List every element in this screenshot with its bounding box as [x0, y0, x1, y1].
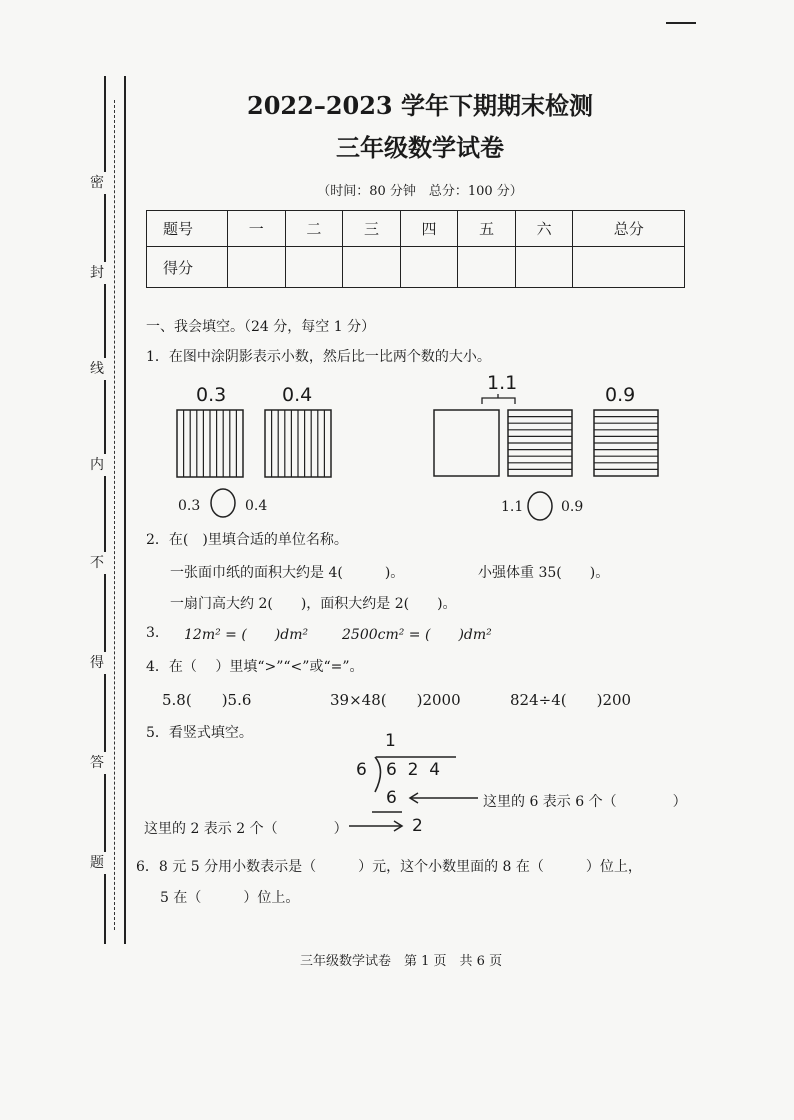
score-header-cell: 总分: [573, 211, 685, 247]
score-header-cell: 二: [285, 211, 343, 247]
question-3-number: 3.: [146, 625, 160, 641]
figure-label: 1.1: [487, 372, 518, 394]
score-header-cell: 四: [400, 211, 458, 247]
binding-char: 答: [82, 752, 112, 774]
binding-char: 线: [82, 358, 112, 380]
remainder-digit: 2: [412, 816, 423, 836]
compare-left-a: 0.3: [178, 498, 201, 514]
page-footer: 三年级数学试卷 第 1 页 共 6 页: [300, 954, 503, 969]
quotient-digit: 1: [385, 731, 396, 751]
vertical-strip-grid[interactable]: [177, 410, 243, 477]
score-header-cell: 六: [515, 211, 573, 247]
figure-label: 0.4: [282, 384, 313, 406]
compare-circle[interactable]: [528, 492, 552, 520]
figure-label: 0.9: [605, 384, 636, 406]
question-4-a: 5.8( )5.6: [162, 691, 252, 709]
score-header-cell: 一: [228, 211, 286, 247]
exam-title: 2022–2023 学年下期期末检测: [247, 91, 593, 120]
score-header-cell: 五: [458, 211, 516, 247]
horizontal-strip-grid[interactable]: [594, 410, 658, 476]
score-row-label: 得分: [147, 247, 228, 288]
binding-char: 密: [82, 172, 112, 194]
compare-circle[interactable]: [211, 489, 235, 517]
exam-subtitle: 三年级数学试卷: [336, 133, 504, 162]
question-1: 1．在图中涂阴影表示小数，然后比一比两个数的大小。: [146, 349, 491, 365]
question-4-c: 824÷4( )200: [510, 691, 632, 709]
product-digit: 6: [386, 788, 397, 808]
note-left: 这里的 2 表示 2 个（ ）: [144, 821, 348, 837]
question-3-a: 12m² = ( )dm²: [184, 627, 309, 643]
divisor: 6: [356, 760, 367, 780]
question-4-b: 39×48( )2000: [330, 691, 461, 709]
question-5: 5．看竖式填空。: [146, 725, 253, 741]
question-2-line: 一扇门高大约 2( )，面积大约是 2( )。: [170, 596, 457, 612]
horizontal-strip-grid[interactable]: [508, 410, 572, 476]
score-header-cell: 题号: [147, 211, 228, 247]
bracket: [482, 394, 515, 404]
vertical-strip-grid[interactable]: [265, 410, 331, 477]
question-6-line: 5 在（ ）位上。: [160, 890, 300, 906]
compare-right-a: 1.1: [501, 499, 524, 515]
question-4: 4．在（ ）里填“>”“<”或“=”。: [146, 659, 364, 675]
compare-right-b: 0.9: [561, 499, 584, 515]
note-right: 这里的 6 表示 6 个（ ）: [483, 794, 687, 810]
figure-label: 0.3: [196, 384, 227, 406]
binding-char: 题: [82, 852, 112, 874]
question-3-b: 2500cm² = ( )dm²: [342, 627, 492, 643]
question-2: 2．在( )里填合适的单位名称。: [146, 532, 348, 548]
binding-char: 内: [82, 454, 112, 476]
question-2-line: 小强体重 35( )。: [478, 565, 610, 581]
section-heading: 一、我会填空。（24 分，每空 1 分）: [146, 319, 376, 335]
exam-meta: （时间：80 分钟 总分：100 分）: [317, 184, 523, 199]
division-bracket: [375, 757, 381, 792]
binding-char: 得: [82, 652, 112, 674]
compare-left-b: 0.4: [245, 498, 268, 514]
question-6: 6．8 元 5 分用小数表示是（ ）元，这个小数里面的 8 在（ ）位上，: [136, 859, 642, 875]
binding-char: 封: [82, 262, 112, 284]
score-header-cell: 三: [343, 211, 401, 247]
question-2-line: 一张面巾纸的面积大约是 4( )。: [170, 565, 405, 581]
whole-square[interactable]: [434, 410, 499, 476]
dividend: 6 2 4: [386, 760, 441, 780]
binding-char: 不: [82, 552, 112, 574]
